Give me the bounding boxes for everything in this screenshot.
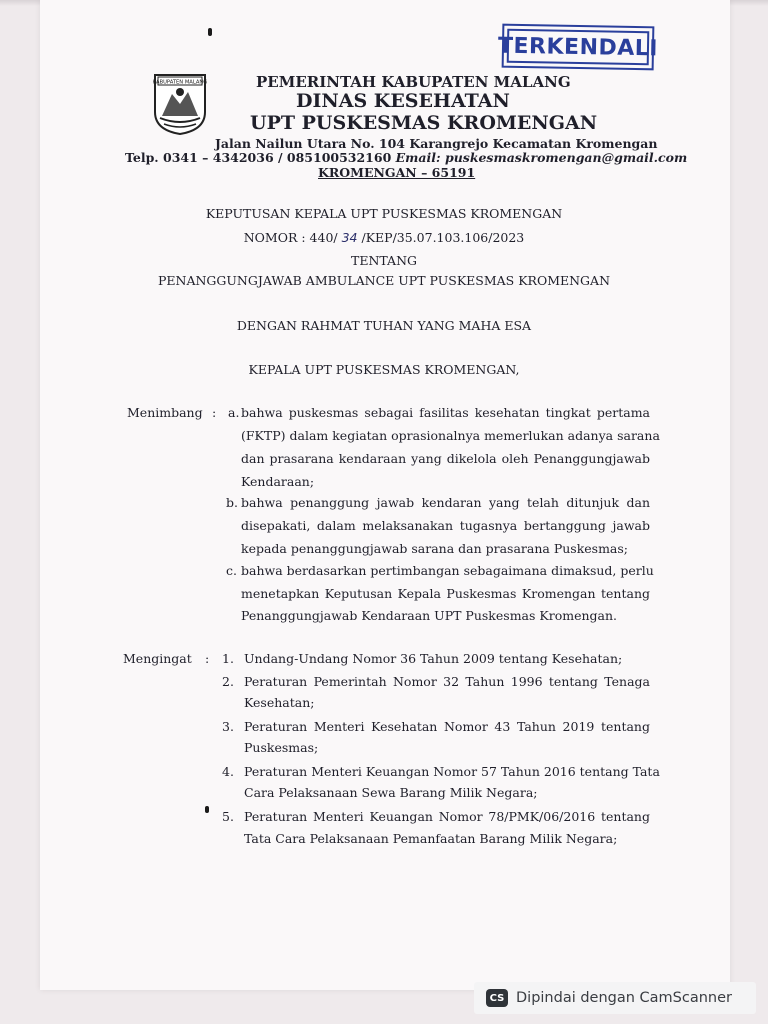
decree-title: KEPUTUSAN KEPALA UPT PUSKESMAS KROMENGAN bbox=[205, 206, 563, 221]
mengingat-line: Kesehatan; bbox=[244, 695, 315, 710]
ink-dot bbox=[208, 28, 212, 36]
menimbang-line: (FKTP) dalam kegiatan oprasionalnya memerlukan adanya sarana bbox=[241, 428, 660, 443]
mengingat-line: Cara Pelaksanaan Sewa Barang Milik Negara; bbox=[244, 785, 538, 800]
mengingat-label: Mengingat bbox=[123, 651, 192, 666]
camscanner-text: Dipindai dengan CamScanner bbox=[516, 990, 733, 1006]
menimbang-line: Penanggungjawab Kendaraan UPT Puskesmas Kromengan. bbox=[241, 608, 618, 623]
menimbang-line: menetapkan Keputusan Kepala Puskesmas Kromengan tentang bbox=[241, 586, 650, 601]
decree-tentang: TENTANG bbox=[350, 253, 417, 268]
header-city: KROMENGAN – 65191 bbox=[318, 165, 476, 180]
header-address: Jalan Nailun Utara No. 104 Karangrejo Kecamatan Kromengan bbox=[215, 136, 658, 151]
camscanner-watermark bbox=[474, 982, 756, 1014]
mengingat-line: Tata Cara Pelaksanaan Pemanfaatan Barang Milik Negara; bbox=[244, 831, 618, 846]
decree-number bbox=[0, 230, 768, 245]
decree-kepala: KEPALA UPT PUSKESMAS KROMENGAN, bbox=[248, 362, 520, 377]
menimbang-line: bahwa puskesmas sebagai fasilitas kesehatan tingkat pertama bbox=[241, 405, 650, 420]
menimbang-line: bahwa penanggung jawab kendaran yang telah ditunjuk dan bbox=[241, 495, 650, 510]
header-phone: Telp. 0341 – 4342036 / 085100532160 bbox=[125, 150, 392, 165]
mengingat-marker: 1. bbox=[222, 651, 234, 666]
mengingat-line: Peraturan Pemerintah Nomor 32 Tahun 1996 tentang Tenaga bbox=[244, 674, 650, 689]
decree-subject: PENANGGUNGJAWAB AMBULANCE UPT PUSKESMAS KROMENGAN bbox=[157, 273, 611, 288]
header-department: DINAS KESEHATAN bbox=[296, 90, 510, 112]
header-government: PEMERINTAH KABUPATEN MALANG bbox=[256, 73, 571, 91]
header-contact bbox=[125, 150, 687, 165]
mengingat-marker: 5. bbox=[222, 809, 234, 824]
menimbang-line: kepada penanggungjawab sarana dan prasarana Puskesmas; bbox=[241, 541, 629, 556]
header-email: Email: puskesmaskromengan@gmail.com bbox=[395, 150, 688, 165]
menimbang-line: dan prasarana kendaraan yang dikelola oleh Penanggungjawab bbox=[241, 451, 650, 466]
mengingat-line: Peraturan Menteri Keuangan Nomor 57 Tahun 2016 tentang Tata bbox=[244, 764, 660, 779]
mengingat-colon: : bbox=[205, 651, 210, 666]
menimbang-marker: a. bbox=[228, 405, 240, 420]
menimbang-marker: c. bbox=[226, 563, 237, 578]
mengingat-marker: 4. bbox=[222, 764, 234, 779]
header-institution: UPT PUSKESMAS KROMENGAN bbox=[250, 112, 598, 134]
nomor-suffix: /KEP/35.07.103.106/2023 bbox=[361, 230, 525, 245]
mengingat-line: Peraturan Menteri Keuangan Nomor 78/PMK/06/2016 tentang bbox=[244, 809, 650, 824]
decree-rahmat: DENGAN RAHMAT TUHAN YANG MAHA ESA bbox=[236, 318, 532, 333]
stamp-text: TERKENDALI bbox=[507, 29, 650, 65]
logo-caption: KABUPATEN MALANG bbox=[152, 79, 208, 86]
mengingat-line: Peraturan Menteri Kesehatan Nomor 43 Tahun 2019 tentang bbox=[244, 719, 650, 734]
mengingat-line: Puskesmas; bbox=[244, 740, 319, 755]
handwritten-number: 34 bbox=[341, 230, 358, 245]
mengingat-line: Undang-Undang Nomor 36 Tahun 2009 tentang Kesehatan; bbox=[244, 651, 623, 666]
menimbang-colon: : bbox=[212, 405, 217, 420]
menimbang-marker: b. bbox=[226, 495, 238, 510]
menimbang-label: Menimbang bbox=[127, 405, 203, 420]
mengingat-marker: 2. bbox=[222, 674, 234, 689]
ink-dot bbox=[205, 806, 209, 813]
menimbang-line: Kendaraan; bbox=[241, 474, 315, 489]
menimbang-line: disepakati, dalam melaksanakan tugasnya bertanggung jawab bbox=[241, 518, 650, 533]
terkendali-stamp bbox=[497, 24, 659, 71]
menimbang-line: bahwa berdasarkan pertimbangan sebagaimana dimaksud, perlu bbox=[241, 563, 654, 578]
kabupaten-malang-logo bbox=[152, 72, 208, 136]
mengingat-marker: 3. bbox=[222, 719, 234, 734]
camscanner-logo-icon: CS bbox=[486, 989, 508, 1007]
nomor-prefix: NOMOR : 440/ bbox=[243, 230, 338, 245]
